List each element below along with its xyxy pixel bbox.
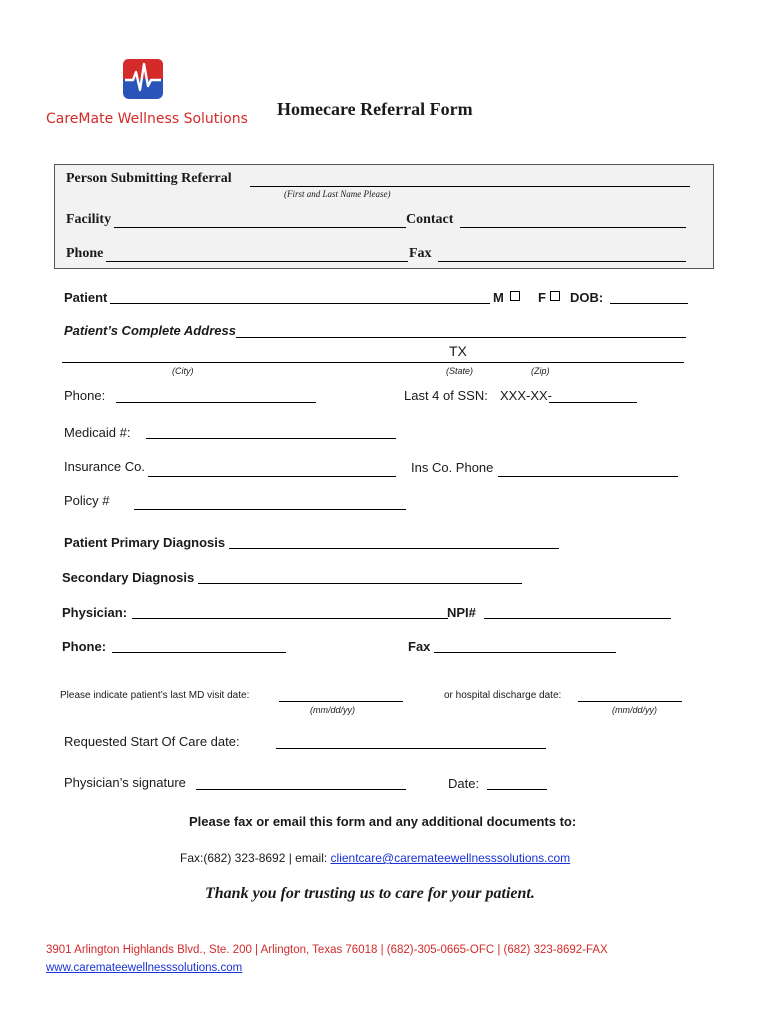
- state-value: TX: [449, 343, 467, 359]
- physician-label: Physician:: [62, 605, 128, 620]
- person-submitting-label: Person Submitting Referral: [66, 171, 232, 186]
- city-hint: (City): [172, 366, 194, 376]
- contact-line: [180, 851, 570, 865]
- referral-phone-label: Phone: [66, 246, 104, 261]
- referral-phone-field[interactable]: [106, 261, 408, 262]
- patient-phone-label: Phone:: [64, 388, 106, 403]
- signature-field[interactable]: [196, 789, 406, 790]
- start-of-care-label: Requested Start Of Care date:: [64, 734, 240, 749]
- insurance-label: Insurance Co.: [64, 459, 145, 474]
- signature-date-field[interactable]: [487, 789, 547, 790]
- md-visit-field[interactable]: [279, 701, 403, 702]
- person-submitting-field[interactable]: [250, 186, 690, 187]
- ssn-prefix: XXX-XX-: [500, 388, 553, 403]
- female-label: F: [538, 290, 546, 305]
- address-label: Patient’s Complete Address: [64, 323, 236, 338]
- page-title: Homecare Referral Form: [277, 99, 473, 119]
- policy-label: Policy #: [64, 493, 110, 508]
- insurance-field[interactable]: [148, 476, 396, 477]
- patient-field[interactable]: [110, 303, 490, 304]
- address-field[interactable]: [236, 337, 686, 338]
- contact-field[interactable]: [460, 227, 686, 228]
- npi-label: NPI#: [447, 605, 476, 620]
- state-hint: (State): [446, 366, 474, 376]
- signature-label: Physician’s signature: [64, 775, 186, 790]
- referral-fax-field[interactable]: [438, 261, 686, 262]
- ssn-label: Last 4 of SSN:: [404, 388, 488, 403]
- physician-fax-field[interactable]: [434, 652, 616, 653]
- brand-name: CareMate Wellness Solutions: [46, 111, 248, 127]
- fax-email-prefix: Fax:(682) 323-8692 | email:: [180, 851, 328, 865]
- email-link[interactable]: clientcare@caremateewellnesssolutions.com: [330, 851, 571, 865]
- primary-diagnosis-field[interactable]: [229, 548, 559, 549]
- facility-label: Facility: [66, 212, 112, 227]
- dob-field[interactable]: [610, 303, 688, 304]
- ssn-field[interactable]: [549, 402, 637, 403]
- heartbeat-logo-icon: [122, 58, 164, 100]
- medicaid-label: Medicaid #:: [64, 425, 131, 440]
- contact-label: Contact: [406, 212, 454, 227]
- npi-field[interactable]: [484, 618, 671, 619]
- city-state-zip-field[interactable]: [62, 362, 684, 363]
- secondary-diagnosis-label: Secondary Diagnosis: [62, 570, 195, 585]
- female-checkbox[interactable]: [550, 291, 560, 301]
- ins-phone-label: Ins Co. Phone: [411, 460, 494, 475]
- primary-diagnosis-label: Patient Primary Diagnosis: [64, 535, 226, 550]
- person-submitting-hint: (First and Last Name Please): [284, 189, 391, 199]
- dob-label: DOB:: [570, 290, 604, 305]
- patient-phone-field[interactable]: [116, 402, 316, 403]
- signature-date-label: Date:: [448, 776, 480, 791]
- thank-you-message: Thank you for trusting us to care for your patient.: [205, 885, 535, 902]
- start-of-care-field[interactable]: [276, 748, 546, 749]
- male-label: M: [493, 290, 504, 305]
- physician-phone-field[interactable]: [112, 652, 286, 653]
- discharge-hint: (mm/dd/yy): [612, 705, 657, 715]
- md-visit-hint: (mm/dd/yy): [310, 705, 355, 715]
- policy-field[interactable]: [134, 509, 406, 510]
- md-visit-label: Please indicate patient’s last MD visit date:: [60, 690, 250, 701]
- fax-instruction: Please fax or email this form and any additional documents to:: [189, 814, 577, 829]
- medicaid-field[interactable]: [146, 438, 396, 439]
- physician-fax-label: Fax: [408, 639, 431, 654]
- discharge-field[interactable]: [578, 701, 682, 702]
- zip-hint: (Zip): [531, 366, 550, 376]
- discharge-label: or hospital discharge date:: [444, 690, 562, 701]
- website-link[interactable]: www.caremateewellnesssolutions.com: [46, 962, 243, 974]
- logo: [122, 58, 164, 100]
- secondary-diagnosis-field[interactable]: [198, 583, 522, 584]
- facility-field[interactable]: [114, 227, 406, 228]
- patient-label: Patient: [64, 290, 108, 305]
- physician-field[interactable]: [132, 618, 448, 619]
- male-checkbox[interactable]: [510, 291, 520, 301]
- footer-address: 3901 Arlington Highlands Blvd., Ste. 200 | Arlington, Texas 76018 | (682)-305-0665-OFC | (682) 323-8692-FAX: [46, 944, 608, 956]
- physician-phone-label: Phone:: [62, 639, 107, 654]
- ins-phone-field[interactable]: [498, 476, 678, 477]
- referral-fax-label: Fax: [409, 246, 432, 261]
